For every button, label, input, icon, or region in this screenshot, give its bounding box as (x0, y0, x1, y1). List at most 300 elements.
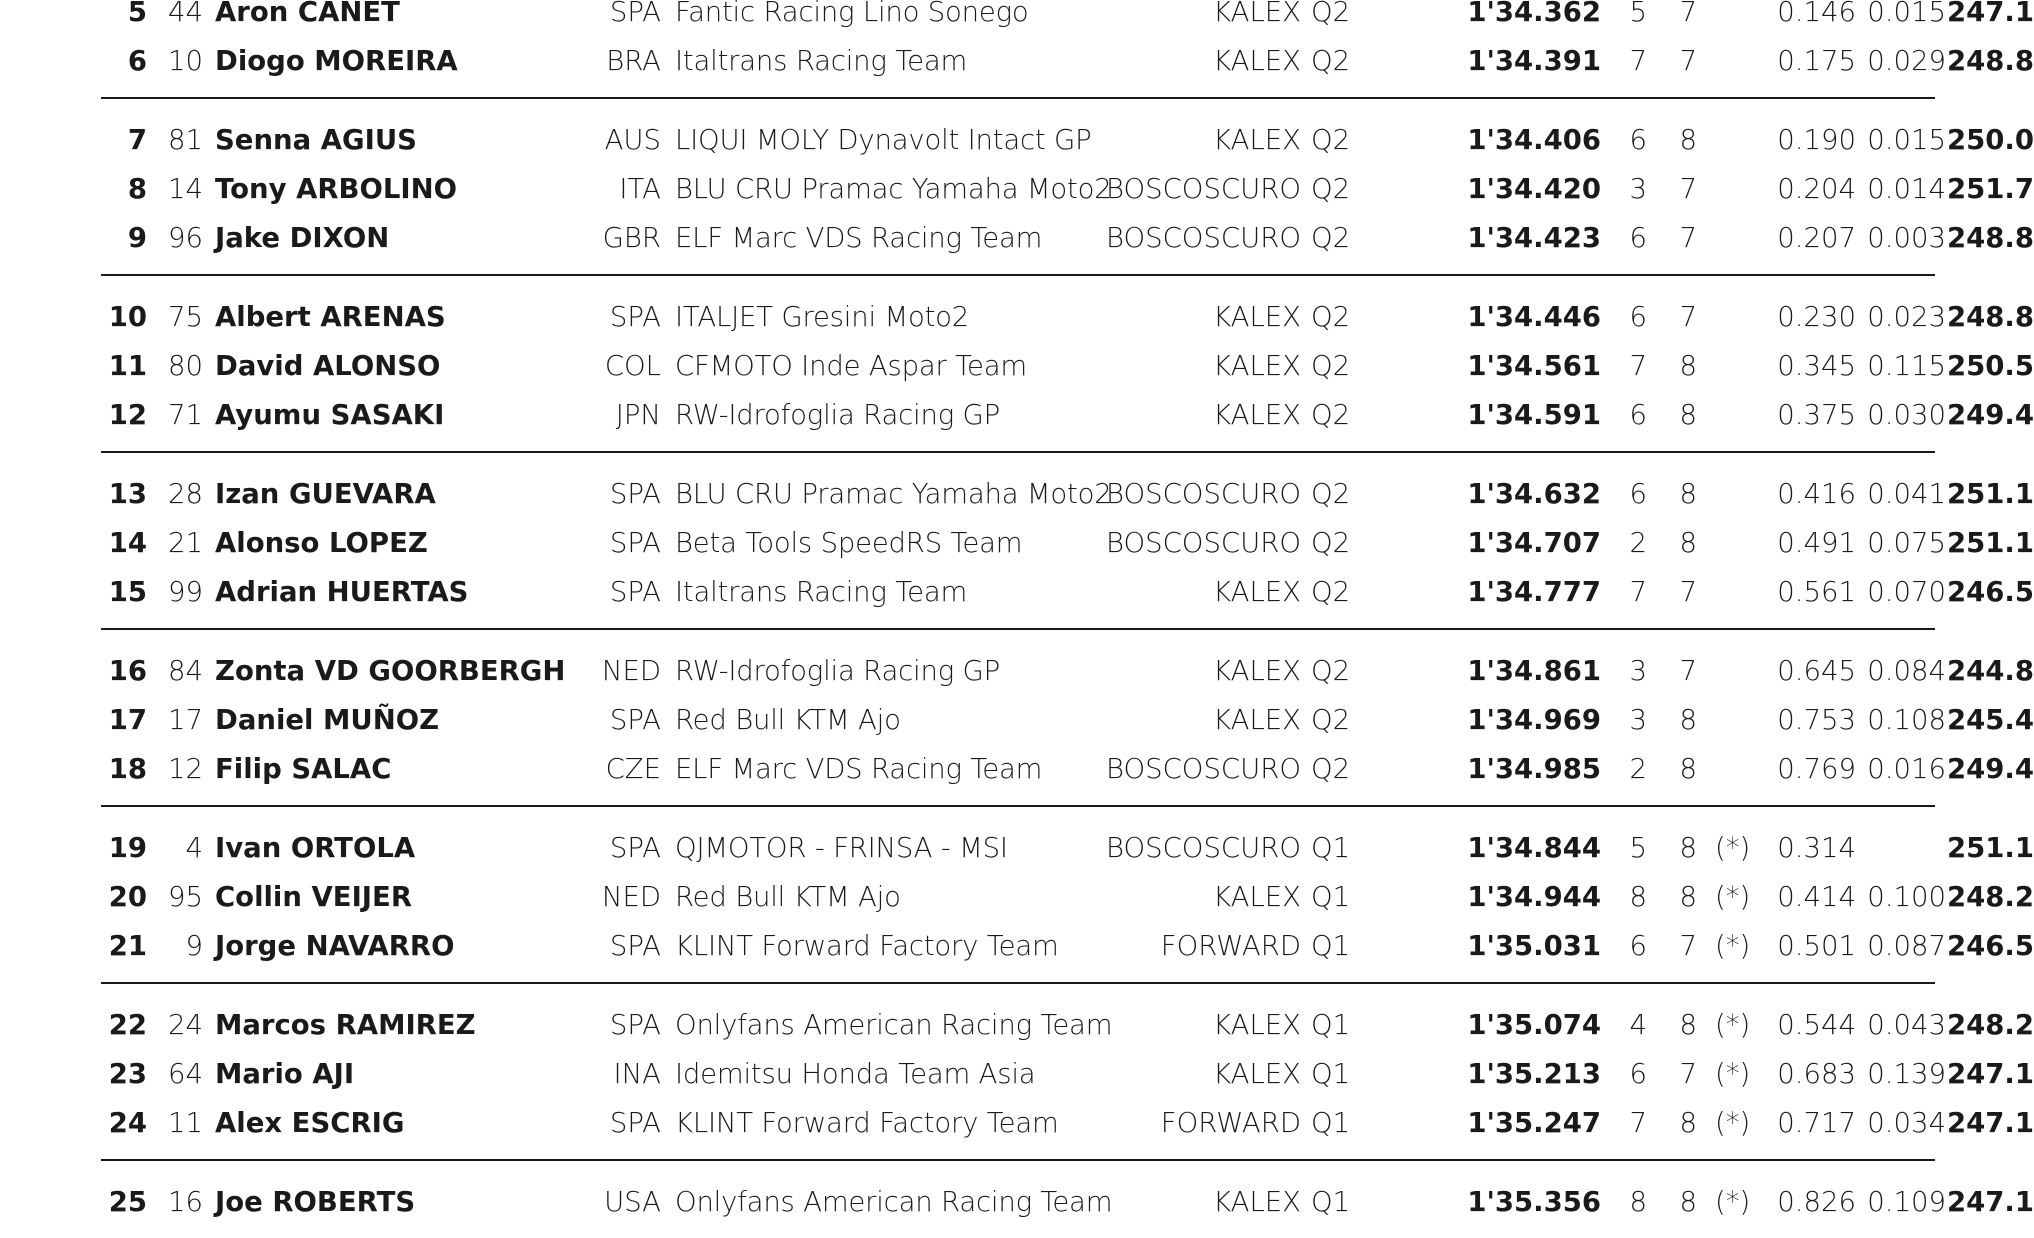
rider-number-cell: 95 (168, 881, 203, 913)
top-speed-cell: 247.1 (1947, 1107, 2034, 1139)
team-name-cell: Fantic Racing Lino Sonego (675, 0, 1029, 28)
team-name-cell: ELF Marc VDS Racing Team (675, 222, 1043, 254)
nationality-cell: ITA (619, 173, 661, 205)
team-name-cell: CFMOTO Inde Aspar Team (675, 350, 1028, 382)
top-speed-cell: 246.5 (1947, 930, 2034, 962)
rider-number-cell: 99 (168, 576, 203, 608)
table-row (101, 1001, 2034, 1050)
team-name-cell: BLU CRU Pramac Yamaha Moto2 (675, 173, 1112, 205)
team-name-cell: QJMOTOR - FRINSA - MSI (675, 832, 1008, 864)
position-cell: 8 (127, 173, 147, 205)
best-lap-number-cell: 8 (1629, 881, 1647, 913)
position-cell: 23 (108, 1058, 147, 1090)
gap-to-first-cell: 0.826 (1777, 1186, 1856, 1218)
total-laps-cell: 8 (1679, 881, 1697, 913)
q1-marker-cell: (*) (1715, 881, 1751, 913)
team-name-cell: KLINT Forward Factory Team (675, 930, 1059, 962)
motorcycle-cell: KALEX (1213, 301, 1301, 333)
position-cell: 14 (108, 527, 147, 559)
nationality-cell: INA (613, 1058, 661, 1090)
row-group (101, 99, 2034, 276)
table-row (101, 568, 2034, 617)
gap-to-previous-cell: 0.015 (1867, 0, 1946, 28)
gap-to-first-cell: 0.204 (1777, 173, 1856, 205)
rider-name-cell: Mario AJI (215, 1058, 355, 1090)
top-speed-cell: 249.4 (1947, 753, 2034, 785)
best-lap-number-cell: 7 (1629, 350, 1647, 382)
lap-time-cell: 1'35.247 (1467, 1107, 1601, 1139)
row-group (101, 630, 2034, 807)
lap-time-cell: 1'34.391 (1467, 45, 1601, 77)
total-laps-cell: 7 (1679, 0, 1697, 28)
lap-time-cell: 1'34.406 (1467, 124, 1601, 156)
motorcycle-cell: KALEX (1213, 45, 1301, 77)
motorcycle-cell: BOSCOSCURO (1105, 832, 1301, 864)
best-lap-number-cell: 7 (1629, 1107, 1647, 1139)
gap-to-previous-cell: 0.003 (1867, 222, 1946, 254)
top-speed-cell: 251.7 (1947, 173, 2034, 205)
rider-number-cell: 9 (185, 930, 203, 962)
row-group (101, 0, 2034, 99)
team-name-cell: Red Bull KTM Ajo (675, 704, 901, 736)
rider-number-cell: 28 (168, 478, 203, 510)
session-cell: Q1 (1311, 832, 1351, 864)
team-name-cell: BLU CRU Pramac Yamaha Moto2 (675, 478, 1112, 510)
table-row (101, 1099, 2034, 1148)
position-cell: 21 (108, 930, 147, 962)
nationality-cell: CZE (605, 753, 661, 785)
top-speed-cell: 248.2 (1947, 1009, 2034, 1041)
top-speed-cell: 248.8 (1947, 45, 2034, 77)
position-cell: 24 (108, 1107, 147, 1139)
position-cell: 9 (127, 222, 147, 254)
session-cell: Q2 (1311, 527, 1351, 559)
rider-name-cell: Albert ARENAS (215, 301, 446, 333)
lap-time-cell: 1'35.356 (1467, 1186, 1601, 1218)
total-laps-cell: 8 (1679, 1186, 1697, 1218)
table-row (101, 696, 2034, 745)
total-laps-cell: 7 (1679, 655, 1697, 687)
table-row (101, 37, 2034, 86)
table-row (101, 1178, 2034, 1227)
gap-to-previous-cell: 0.043 (1867, 1009, 1946, 1041)
top-speed-cell: 251.1 (1947, 527, 2034, 559)
nationality-cell: SPA (609, 478, 661, 510)
gap-to-first-cell: 0.501 (1777, 930, 1856, 962)
table-row (101, 745, 2034, 794)
session-cell: Q2 (1311, 399, 1351, 431)
gap-to-first-cell: 0.416 (1777, 478, 1856, 510)
position-cell: 25 (108, 1186, 147, 1218)
gap-to-previous-cell: 0.015 (1867, 124, 1946, 156)
rider-number-cell: 12 (168, 753, 203, 785)
session-cell: Q1 (1311, 881, 1351, 913)
gap-to-first-cell: 0.753 (1777, 704, 1856, 736)
row-group (101, 276, 2034, 453)
gap-to-previous-cell: 0.108 (1867, 704, 1946, 736)
gap-to-first-cell: 0.717 (1777, 1107, 1856, 1139)
team-name-cell: KLINT Forward Factory Team (675, 1107, 1059, 1139)
nationality-cell: NED (601, 655, 661, 687)
lap-time-cell: 1'34.591 (1467, 399, 1601, 431)
total-laps-cell: 7 (1679, 576, 1697, 608)
team-name-cell: Onlyfans American Racing Team (675, 1009, 1113, 1041)
nationality-cell: SPA (609, 930, 661, 962)
session-cell: Q1 (1311, 1009, 1351, 1041)
motorcycle-cell: BOSCOSCURO (1105, 478, 1301, 510)
lap-time-cell: 1'34.844 (1467, 832, 1601, 864)
rider-number-cell: 64 (168, 1058, 203, 1090)
top-speed-cell: 247.1 (1947, 1186, 2034, 1218)
table-row (101, 0, 2034, 37)
rider-name-cell: Collin VEIJER (215, 881, 412, 913)
best-lap-number-cell: 6 (1629, 930, 1647, 962)
rider-name-cell: Joe ROBERTS (215, 1186, 416, 1218)
table-row (101, 824, 2034, 873)
lap-time-cell: 1'34.561 (1467, 350, 1601, 382)
total-laps-cell: 8 (1679, 399, 1697, 431)
total-laps-cell: 8 (1679, 350, 1697, 382)
session-cell: Q2 (1311, 222, 1351, 254)
best-lap-number-cell: 3 (1629, 173, 1647, 205)
position-cell: 19 (108, 832, 147, 864)
team-name-cell: ITALJET Gresini Moto2 (675, 301, 970, 333)
motorcycle-cell: KALEX (1213, 576, 1301, 608)
rider-name-cell: Jake DIXON (215, 222, 390, 254)
rider-name-cell: Ivan ORTOLA (215, 832, 416, 864)
position-cell: 22 (108, 1009, 147, 1041)
rider-name-cell: David ALONSO (215, 350, 441, 382)
nationality-cell: SPA (609, 0, 661, 28)
rider-number-cell: 71 (168, 399, 203, 431)
nationality-cell: AUS (604, 124, 661, 156)
nationality-cell: SPA (609, 576, 661, 608)
total-laps-cell: 8 (1679, 124, 1697, 156)
position-cell: 13 (108, 478, 147, 510)
lap-time-cell: 1'34.985 (1467, 753, 1601, 785)
top-speed-cell: 246.5 (1947, 576, 2034, 608)
rider-number-cell: 4 (185, 832, 203, 864)
rider-name-cell: Marcos RAMIREZ (215, 1009, 476, 1041)
rider-number-cell: 44 (168, 0, 203, 28)
best-lap-number-cell: 3 (1629, 655, 1647, 687)
session-cell: Q2 (1311, 704, 1351, 736)
motorcycle-cell: KALEX (1213, 1186, 1301, 1218)
total-laps-cell: 8 (1679, 1107, 1697, 1139)
total-laps-cell: 8 (1679, 753, 1697, 785)
motorcycle-cell: KALEX (1213, 1058, 1301, 1090)
position-cell: 15 (108, 576, 147, 608)
team-name-cell: RW-Idrofoglia Racing GP (675, 655, 1001, 687)
lap-time-cell: 1'34.969 (1467, 704, 1601, 736)
table-row (101, 165, 2034, 214)
best-lap-number-cell: 4 (1629, 1009, 1647, 1041)
q1-marker-cell: (*) (1715, 930, 1751, 962)
session-cell: Q2 (1311, 45, 1351, 77)
gap-to-previous-cell: 0.084 (1867, 655, 1946, 687)
best-lap-number-cell: 2 (1629, 753, 1647, 785)
nationality-cell: JPN (615, 399, 661, 431)
gap-to-previous-cell: 0.034 (1867, 1107, 1946, 1139)
classification-table (101, 0, 2034, 1238)
lap-time-cell: 1'34.707 (1467, 527, 1601, 559)
team-name-cell: ELF Marc VDS Racing Team (675, 753, 1043, 785)
session-cell: Q2 (1311, 301, 1351, 333)
nationality-cell: SPA (609, 301, 661, 333)
team-name-cell: RW-Idrofoglia Racing GP (675, 399, 1001, 431)
nationality-cell: SPA (609, 704, 661, 736)
team-name-cell: LIQUI MOLY Dynavolt Intact GP (675, 124, 1092, 156)
motorcycle-cell: KALEX (1213, 0, 1301, 28)
nationality-cell: SPA (609, 527, 661, 559)
best-lap-number-cell: 7 (1629, 45, 1647, 77)
session-cell: Q2 (1311, 753, 1351, 785)
session-cell: Q1 (1311, 930, 1351, 962)
row-group (101, 453, 2034, 630)
position-cell: 17 (108, 704, 147, 736)
motorcycle-cell: KALEX (1213, 399, 1301, 431)
session-cell: Q1 (1311, 1186, 1351, 1218)
top-speed-cell: 248.8 (1947, 301, 2034, 333)
motorcycle-cell: KALEX (1213, 350, 1301, 382)
rider-name-cell: Izan GUEVARA (215, 478, 436, 510)
total-laps-cell: 7 (1679, 173, 1697, 205)
top-speed-cell: 245.4 (1947, 704, 2034, 736)
total-laps-cell: 8 (1679, 527, 1697, 559)
table-row (101, 922, 2034, 971)
gap-to-first-cell: 0.683 (1777, 1058, 1856, 1090)
table-row (101, 470, 2034, 519)
rider-number-cell: 80 (168, 350, 203, 382)
lap-time-cell: 1'34.632 (1467, 478, 1601, 510)
gap-to-first-cell: 0.769 (1777, 753, 1856, 785)
session-cell: Q2 (1311, 0, 1351, 28)
total-laps-cell: 8 (1679, 478, 1697, 510)
best-lap-number-cell: 2 (1629, 527, 1647, 559)
top-speed-cell: 250.0 (1947, 124, 2034, 156)
session-cell: Q1 (1311, 1107, 1351, 1139)
rider-name-cell: Filip SALAC (215, 753, 392, 785)
q1-marker-cell: (*) (1715, 1107, 1751, 1139)
position-cell: 5 (127, 0, 147, 28)
team-name-cell: Italtrans Racing Team (675, 45, 968, 77)
q1-marker-cell: (*) (1715, 832, 1751, 864)
top-speed-cell: 249.4 (1947, 399, 2034, 431)
lap-time-cell: 1'34.423 (1467, 222, 1601, 254)
lap-time-cell: 1'35.031 (1467, 930, 1601, 962)
best-lap-number-cell: 5 (1629, 832, 1647, 864)
session-cell: Q1 (1311, 1058, 1351, 1090)
gap-to-first-cell: 0.414 (1777, 881, 1856, 913)
rider-number-cell: 75 (168, 301, 203, 333)
best-lap-number-cell: 6 (1629, 124, 1647, 156)
session-cell: Q2 (1311, 350, 1351, 382)
table-row (101, 1050, 2034, 1099)
rider-name-cell: Zonta VD GOORBERGH (215, 655, 566, 687)
session-cell: Q2 (1311, 173, 1351, 205)
best-lap-number-cell: 5 (1629, 0, 1647, 28)
q1-marker-cell: (*) (1715, 1186, 1751, 1218)
lap-time-cell: 1'34.362 (1467, 0, 1601, 28)
rider-name-cell: Ayumu SASAKI (215, 399, 445, 431)
motorcycle-cell: BOSCOSCURO (1105, 527, 1301, 559)
top-speed-cell: 247.1 (1947, 1058, 2034, 1090)
motorcycle-cell: FORWARD (1160, 1107, 1301, 1139)
gap-to-first-cell: 0.175 (1777, 45, 1856, 77)
gap-to-previous-cell: 0.109 (1867, 1186, 1946, 1218)
row-group (101, 807, 2034, 984)
gap-to-first-cell: 0.375 (1777, 399, 1856, 431)
rider-name-cell: Alex ESCRIG (215, 1107, 405, 1139)
session-cell: Q2 (1311, 478, 1351, 510)
best-lap-number-cell: 7 (1629, 576, 1647, 608)
rider-number-cell: 84 (168, 655, 203, 687)
motorcycle-cell: FORWARD (1160, 930, 1301, 962)
session-cell: Q2 (1311, 655, 1351, 687)
rider-number-cell: 21 (168, 527, 203, 559)
position-cell: 11 (108, 350, 147, 382)
table-row (101, 519, 2034, 568)
position-cell: 18 (108, 753, 147, 785)
table-row (101, 342, 2034, 391)
table-row (101, 214, 2034, 263)
lap-time-cell: 1'34.446 (1467, 301, 1601, 333)
gap-to-first-cell: 0.314 (1777, 832, 1856, 864)
team-name-cell: Red Bull KTM Ajo (675, 881, 901, 913)
gap-to-previous-cell: 0.030 (1867, 399, 1946, 431)
nationality-cell: SPA (609, 1107, 661, 1139)
gap-to-previous-cell: 0.041 (1867, 478, 1946, 510)
nationality-cell: SPA (609, 832, 661, 864)
motorcycle-cell: KALEX (1213, 124, 1301, 156)
table-row (101, 873, 2034, 922)
lap-time-cell: 1'34.944 (1467, 881, 1601, 913)
position-cell: 16 (108, 655, 147, 687)
gap-to-previous-cell: 0.023 (1867, 301, 1946, 333)
gap-to-first-cell: 0.645 (1777, 655, 1856, 687)
best-lap-number-cell: 6 (1629, 222, 1647, 254)
top-speed-cell: 251.1 (1947, 832, 2034, 864)
gap-to-previous-cell: 0.014 (1867, 173, 1946, 205)
total-laps-cell: 7 (1679, 301, 1697, 333)
motorcycle-cell: KALEX (1213, 1009, 1301, 1041)
table-row (101, 647, 2034, 696)
table-row (101, 293, 2034, 342)
motorcycle-cell: KALEX (1213, 881, 1301, 913)
rider-name-cell: Jorge NAVARRO (215, 930, 455, 962)
rider-name-cell: Aron CANET (215, 0, 400, 28)
rider-name-cell: Alonso LOPEZ (215, 527, 428, 559)
rider-number-cell: 11 (168, 1107, 203, 1139)
rider-name-cell: Senna AGIUS (215, 124, 417, 156)
gap-to-previous-cell: 0.016 (1867, 753, 1946, 785)
best-lap-number-cell: 6 (1629, 301, 1647, 333)
rider-number-cell: 17 (168, 704, 203, 736)
rider-number-cell: 16 (168, 1186, 203, 1218)
nationality-cell: NED (601, 881, 661, 913)
top-speed-cell: 244.8 (1947, 655, 2034, 687)
row-group (101, 1161, 2034, 1238)
rider-number-cell: 14 (168, 173, 203, 205)
top-speed-cell: 250.5 (1947, 350, 2034, 382)
nationality-cell: BRA (606, 45, 661, 77)
gap-to-first-cell: 0.146 (1777, 0, 1856, 28)
team-name-cell: Onlyfans American Racing Team (675, 1186, 1113, 1218)
total-laps-cell: 8 (1679, 832, 1697, 864)
total-laps-cell: 7 (1679, 45, 1697, 77)
table-row (101, 391, 2034, 440)
table-row (101, 116, 2034, 165)
lap-time-cell: 1'35.074 (1467, 1009, 1601, 1041)
motorcycle-cell: BOSCOSCURO (1105, 173, 1301, 205)
gap-to-previous-cell: 0.100 (1867, 881, 1946, 913)
gap-to-first-cell: 0.491 (1777, 527, 1856, 559)
nationality-cell: USA (604, 1186, 661, 1218)
gap-to-first-cell: 0.544 (1777, 1009, 1856, 1041)
q1-marker-cell: (*) (1715, 1009, 1751, 1041)
gap-to-first-cell: 0.207 (1777, 222, 1856, 254)
team-name-cell: Idemitsu Honda Team Asia (675, 1058, 1036, 1090)
team-name-cell: Italtrans Racing Team (675, 576, 968, 608)
nationality-cell: SPA (609, 1009, 661, 1041)
session-cell: Q2 (1311, 576, 1351, 608)
gap-to-previous-cell: 0.075 (1867, 527, 1946, 559)
top-speed-cell: 251.1 (1947, 478, 2034, 510)
rider-name-cell: Tony ARBOLINO (215, 173, 458, 205)
gap-to-first-cell: 0.230 (1777, 301, 1856, 333)
total-laps-cell: 7 (1679, 1058, 1697, 1090)
q1-marker-cell: (*) (1715, 1058, 1751, 1090)
lap-time-cell: 1'35.213 (1467, 1058, 1601, 1090)
top-speed-cell: 248.8 (1947, 222, 2034, 254)
lap-time-cell: 1'34.420 (1467, 173, 1601, 205)
gap-to-first-cell: 0.561 (1777, 576, 1856, 608)
gap-to-first-cell: 0.345 (1777, 350, 1856, 382)
gap-to-previous-cell: 0.115 (1867, 350, 1946, 382)
total-laps-cell: 8 (1679, 1009, 1697, 1041)
best-lap-number-cell: 8 (1629, 1186, 1647, 1218)
position-cell: 10 (108, 301, 147, 333)
position-cell: 20 (108, 881, 147, 913)
best-lap-number-cell: 6 (1629, 478, 1647, 510)
best-lap-number-cell: 6 (1629, 399, 1647, 431)
position-cell: 7 (127, 124, 147, 156)
rider-name-cell: Diogo MOREIRA (215, 45, 458, 77)
rider-name-cell: Daniel MUÑOZ (215, 704, 440, 736)
gap-to-previous-cell: 0.070 (1867, 576, 1946, 608)
lap-time-cell: 1'34.777 (1467, 576, 1601, 608)
total-laps-cell: 7 (1679, 930, 1697, 962)
rider-name-cell: Adrian HUERTAS (215, 576, 469, 608)
top-speed-cell: 247.1 (1947, 0, 2034, 28)
motorcycle-cell: BOSCOSCURO (1105, 222, 1301, 254)
rider-number-cell: 10 (168, 45, 203, 77)
rider-number-cell: 96 (168, 222, 203, 254)
rider-number-cell: 81 (168, 124, 203, 156)
gap-to-previous-cell: 0.139 (1867, 1058, 1946, 1090)
team-name-cell: Beta Tools SpeedRS Team (675, 527, 1023, 559)
motorcycle-cell: KALEX (1213, 704, 1301, 736)
gap-to-first-cell: 0.190 (1777, 124, 1856, 156)
nationality-cell: GBR (602, 222, 661, 254)
session-cell: Q2 (1311, 124, 1351, 156)
total-laps-cell: 7 (1679, 222, 1697, 254)
motorcycle-cell: BOSCOSCURO (1105, 753, 1301, 785)
top-speed-cell: 248.2 (1947, 881, 2034, 913)
gap-to-previous-cell: 0.087 (1867, 930, 1946, 962)
best-lap-number-cell: 3 (1629, 704, 1647, 736)
total-laps-cell: 8 (1679, 704, 1697, 736)
